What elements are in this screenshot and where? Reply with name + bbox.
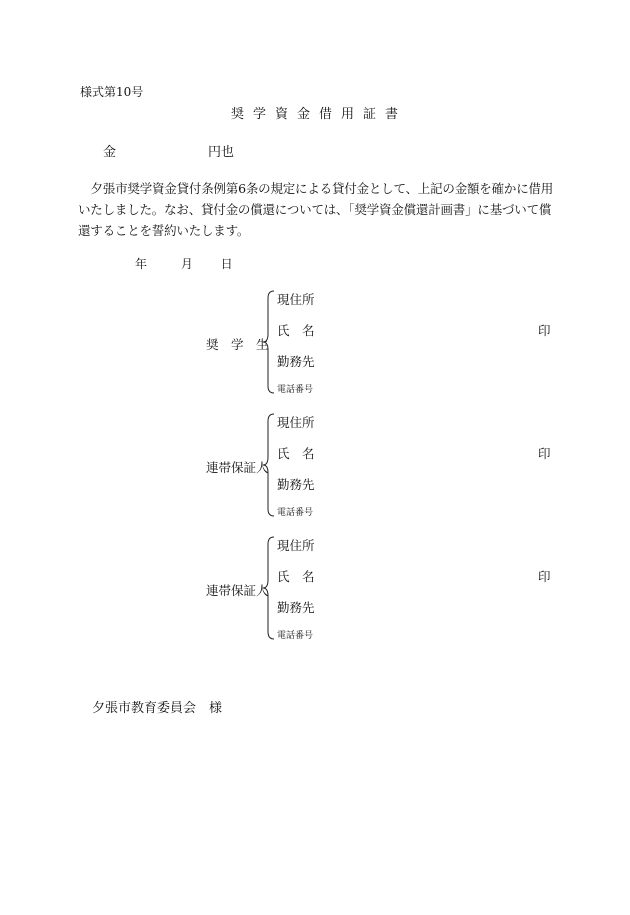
party-label: 連帯保証人	[206, 583, 269, 598]
amount-prefix: 金	[103, 145, 117, 160]
body-paragraph-block	[78, 178, 556, 241]
brace-icon	[262, 536, 276, 640]
field-phone-label: 電話番号	[277, 385, 314, 395]
field-name-label: 氏 名	[277, 446, 315, 461]
field-workplace-label: 勤務先	[277, 477, 315, 492]
field-name-label: 氏 名	[277, 569, 315, 584]
seal-mark: 印	[538, 446, 551, 461]
field-phone-label: 電話番号	[277, 508, 314, 518]
document-title: 奨学資金借用証書	[230, 107, 407, 122]
field-phone-label: 電話番号	[277, 631, 314, 641]
amount-suffix: 円也	[208, 145, 235, 160]
party-label: 奨 学 生	[206, 337, 269, 352]
date-month: 月	[180, 257, 193, 271]
form-number: 様式第10号	[80, 85, 144, 99]
field-address-label: 現住所	[277, 415, 315, 430]
party-label: 連帯保証人	[206, 460, 269, 475]
date-day: 日	[220, 257, 233, 271]
field-workplace-label: 勤務先	[277, 354, 315, 369]
body-paragraph: 夕張市奨学資金貸付条例第6条の規定による貸付金として、上記の金額を確かに借用いたしました。なお、貸付金の償還については、「奨学資金償還計画書」に基づいて償還することを誓約いたします。	[78, 181, 554, 238]
seal-mark: 印	[538, 569, 551, 584]
field-address-label: 現住所	[277, 538, 315, 553]
field-workplace-label: 勤務先	[277, 600, 315, 615]
addressee: 夕張市教育委員会 様	[92, 701, 223, 716]
date-year: 年	[135, 257, 148, 271]
field-address-label: 現住所	[277, 292, 315, 307]
seal-mark: 印	[538, 323, 551, 338]
field-name-label: 氏 名	[277, 323, 315, 338]
date-line	[135, 255, 233, 272]
brace-icon	[262, 413, 276, 517]
brace-icon	[262, 290, 276, 394]
